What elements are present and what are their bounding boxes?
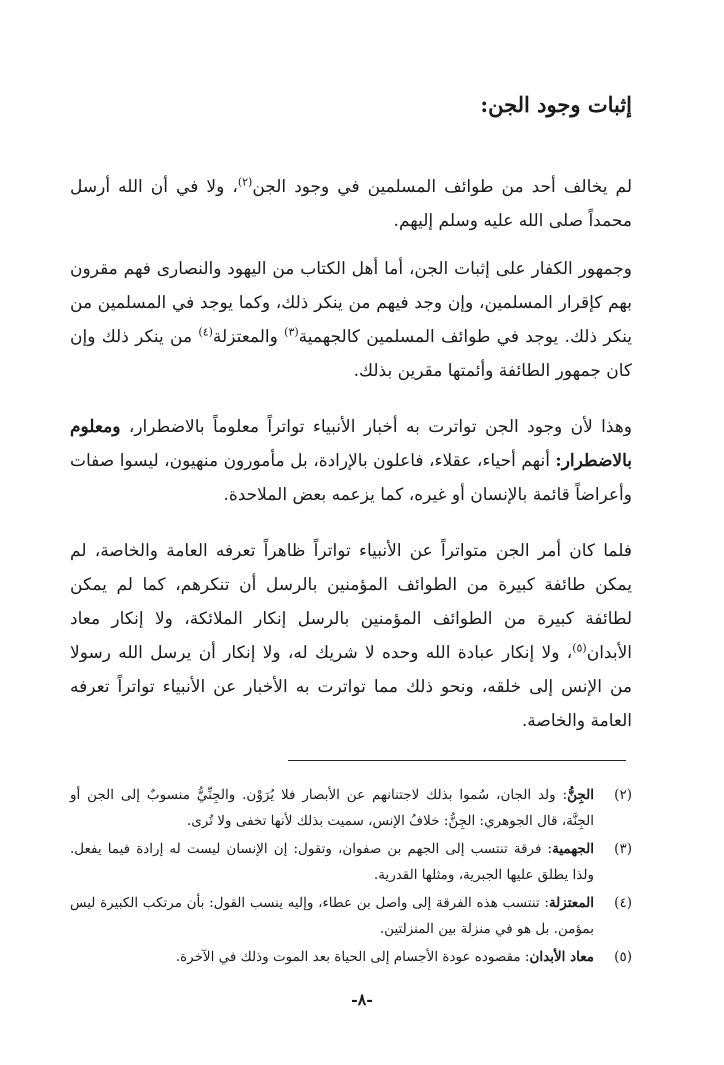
footnote-number: (٥) [614,949,632,965]
footnote-text: : تنتسب هذه الفرقة إلى واصل بن عطاء، وإليه ينسب القول: بأن مرتكب الكبيرة ليس بمؤمن. بل هو في منزلة بين المنزلتين. [70,895,594,937]
paragraph-1 [70,170,632,238]
paragraph-4 [70,534,632,738]
footnote-number: (٣) [614,841,632,857]
section-heading: إثبات وجود الجن: [480,92,632,117]
page-number: -٨- [351,990,373,1009]
paragraph-4-text-a: فلما كان أمر الجن متواتراً عن الأنبياء تواتراً ظاهراً تعرفه العامة والخاصة، لم يمكن طائفة كبيرة من الطوائف المؤمنين بالرسل أن تنكرهم، كما لم يمكن لطائفة كبيرة من الطوائف المؤمنين بالرسل إنكار الملائكة، ولا إنكار معاد الأبدان [70,541,632,663]
footnote-body [70,890,594,942]
paragraph-1-text-a: لم يخالف أحد من طوائف المسلمين في وجود الجن [252,177,632,197]
footnote-ref-2[interactable]: (٢) [237,175,253,189]
paragraph-3-text-b: أنهم أحياء، عقلاء، فاعلون بالإرادة، بل مأمورون منهيون، ليسوا صفات وأعراضاً قائمة بالإنسان أو غيره، كما يزعمه بعض الملاحدة. [70,451,632,505]
footnote-number: (٢) [614,787,632,803]
footnote-term: الجِنُّ [567,787,594,803]
footnote-ref-5[interactable]: (٥) [572,641,587,655]
paragraph-2 [70,252,632,388]
footnote-text: : مقصوده عودة الأجسام إلى الحياة بعد الموت وذلك في الآخرة. [175,949,530,965]
footnote-ref-4[interactable]: (٤) [198,325,213,339]
footnote-4 [70,890,632,942]
paragraph-4-text-b: ، ولا إنكار عبادة الله وحده لا شريك له، ولا إنكار أن يرسل الله رسولا من الإنس إلى خلقه، ونحو ذلك مما تواترت به الأخبار عن الأنبياء تواتراً تعرفه العامة والخاصة. [70,643,632,731]
footnote-body [70,944,594,970]
paragraph-2-text-b: والمعتزلة [212,327,285,347]
paragraph-3 [70,410,632,512]
footnote-2 [70,782,632,834]
footnote-term: معاد الأبدان [529,949,594,965]
footnote-body [70,836,594,888]
paragraph-1-text-b: ، ولا في أن الله أرسل محمداً صلى الله عليه وسلم إليهم. [70,177,632,231]
footnote-text: : فرقة تنتسب إلى الجهم بن صفوان، وتقول: إن الإنسان ليست له إرادة فيما يفعل. ولذا يطلق عليها الجبرية، ومثلها القدرية. [70,841,594,883]
footnote-term: المعتزلة [548,895,594,911]
footnote-text: : ولد الجان، سُموا بذلك لاجتنانهم عن الأبصار فلا يُرَوْن. والجِنِّيُّ منسوبٌ إلى الجن أو الجِنَّة، قال الجوهري: الجِنُّ: خلافُ الإنس، سميت بذلك لأنها تخفى ولا تُرى. [70,787,594,829]
footnote-term: الجهمية [552,841,594,857]
footnotes-section [70,782,632,972]
footnote-3 [70,836,632,888]
paragraph-2-text-a: وجمهور الكفار على إثبات الجن، أما أهل الكتاب من اليهود والنصارى فهم مقرون بهم كإقرار المسلمين، وإن وجد فيهم من ينكر ذلك، وكما يوجد في المسلمين من ينكر ذلك. يوجد في طوائف المسلمين كالجهمية [70,259,632,347]
footnote-divider [288,760,626,761]
paragraph-3-text-a: وهذا لأن وجود الجن تواترت به أخبار الأنبياء تواتراً معلوماً بالاضطرار، [120,417,632,437]
paragraph-3-bold-phrase: ومعلوم بالاضطرار: [70,417,632,471]
paragraph-2-text-c: من ينكر ذلك وإن كان جمهور الطائفة وأئمتها مقرين بذلك. [70,327,632,381]
footnote-5 [70,944,632,970]
footnote-body [70,782,594,834]
footnote-number: (٤) [614,895,632,911]
main-text [70,170,632,738]
footnote-ref-3[interactable]: (٣) [284,325,299,339]
